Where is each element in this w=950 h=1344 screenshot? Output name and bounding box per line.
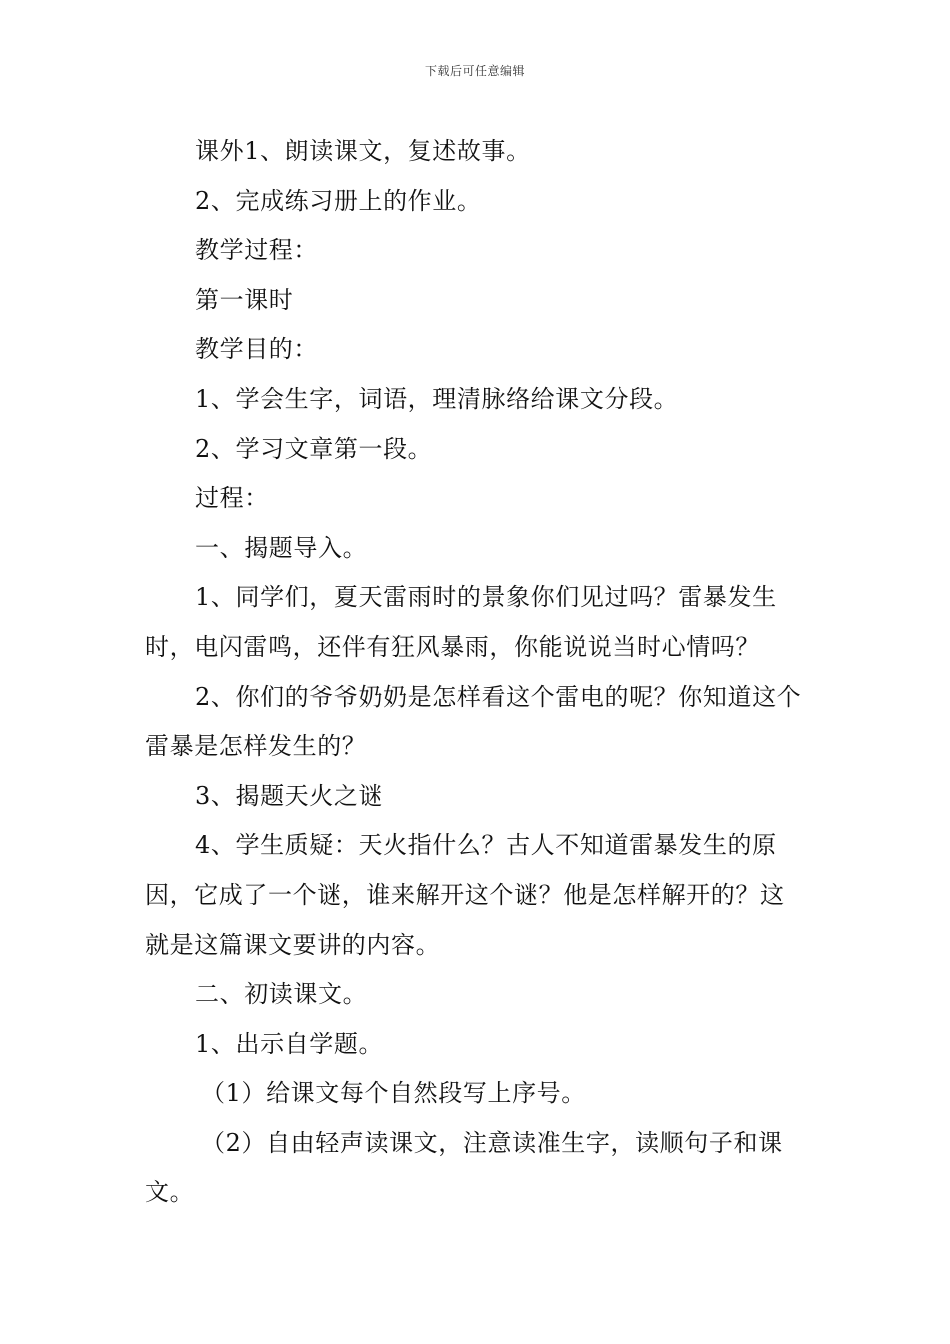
document-body bbox=[145, 127, 807, 1218]
paragraph-process: 过程： bbox=[195, 484, 269, 513]
paragraph-goal-2: 2、学习文章第一段。 bbox=[195, 434, 433, 463]
paragraph-self-study-1: （1）给课文每个自然段写上序号。 bbox=[201, 1079, 586, 1108]
paragraph-homework-2: 2、完成练习册上的作业。 bbox=[195, 186, 482, 215]
paragraph-step-3: 3、揭题天火之谜 bbox=[195, 781, 384, 810]
paragraph-section-2: 二、初读课文。 bbox=[195, 980, 368, 1009]
paragraph-teaching-process: 教学过程： bbox=[195, 236, 318, 265]
paragraph-goal-1: 1、学会生字，词语，理清脉络给课文分段。 bbox=[195, 384, 679, 413]
paragraph-first-lesson: 第一课时 bbox=[195, 285, 294, 314]
paragraph-section-1: 一、揭题导入。 bbox=[195, 533, 368, 562]
paragraph-homework-1: 课外1、朗读课文，复述故事。 bbox=[195, 137, 531, 165]
paragraph-self-study: 1、出示自学题。 bbox=[195, 1029, 384, 1058]
paragraph-self-study-2: （2）自由轻声读课文，注意读准生字，读顺句子和课文。 bbox=[145, 1128, 783, 1207]
paragraph-teaching-goal: 教学目的： bbox=[195, 335, 318, 364]
paragraph-step-2: 2、你们的爷爷奶奶是怎样看这个雷电的呢？你知道这个雷暴是怎样发生的？ bbox=[145, 682, 802, 761]
page-header-note: 下载后可任意编辑 bbox=[424, 64, 525, 78]
paragraph-step-4: 4、学生质疑：天火指什么？古人不知道雷暴发生的原因，它成了一个谜，谁来解开这个谜？他是怎样解开的？这就是这篇课文要讲的内容。 bbox=[145, 831, 785, 959]
paragraph-step-1: 1、同学们，夏天雷雨时的景象你们见过吗？雷暴发生时，电闪雷鸣，还伴有狂风暴雨，你能说说当时心情吗？ bbox=[145, 583, 777, 661]
